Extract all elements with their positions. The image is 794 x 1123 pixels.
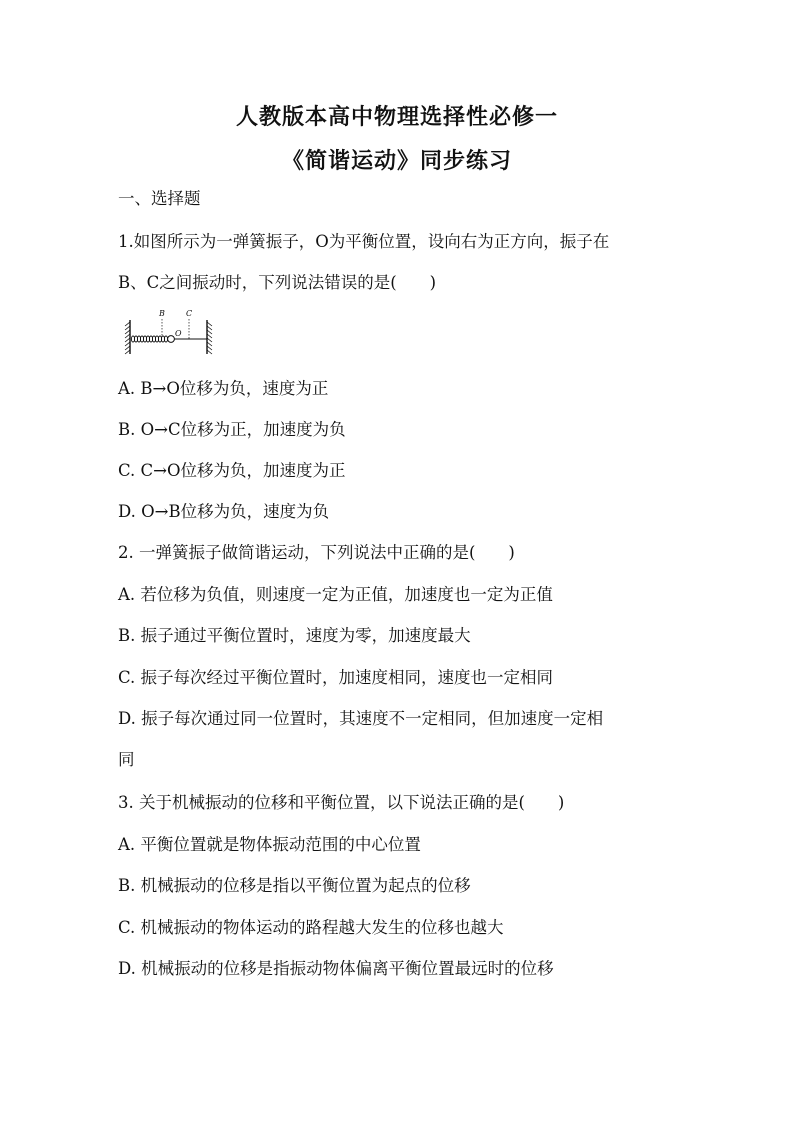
question-3-option-c: C. 机械振动的物体运动的路程越大发生的位移也越大: [118, 918, 504, 937]
question-1-option-a: A. B→O位移为负，速度为正: [118, 379, 329, 398]
left-wall-hatching: [125, 322, 130, 354]
question-2-option-d: D. 振子每次通过同一位置时，其速度不一定相同，但加速度一定相: [118, 709, 604, 728]
document-subtitle: 《简谐运动》同步练习: [281, 149, 512, 174]
question-3-option-a: A. 平衡位置就是物体振动范围的中心位置: [118, 835, 421, 854]
question-1-option-c: C. C→O位移为负，加速度为正: [118, 461, 346, 480]
question-3-option-b: B. 机械振动的位移是指以平衡位置为起点的位移: [118, 876, 471, 895]
right-wall-hatching: [207, 322, 212, 354]
question-2-option-a: A. 若位移为负值，则速度一定为正值，加速度也一定为正值: [118, 585, 553, 604]
label-c: C: [186, 309, 193, 318]
question-2-option-b: B. 振子通过平衡位置时，速度为零，加速度最大: [118, 626, 471, 645]
section-heading: 一、选择题: [118, 189, 201, 208]
question-2-stem: 2. 一弹簧振子做简谐运动，下列说法中正确的是( ): [118, 543, 515, 562]
question-2-option-d-continued: 同: [118, 750, 135, 769]
question-1-stem-line-1: 1.如图所示为一弹簧振子，O为平衡位置，设向右为正方向，振子在: [118, 232, 610, 251]
question-2-option-c: C. 振子每次经过平衡位置时，加速度相同，速度也一定相同: [118, 668, 554, 687]
question-1-stem-line-2: B、C之间振动时，下列说法错误的是( ): [118, 273, 437, 292]
label-o: O: [175, 329, 182, 338]
spring-oscillator-figure: [124, 305, 220, 361]
question-1-option-b: B. O→C位移为正，加速度为负: [118, 420, 346, 439]
spring: [131, 336, 167, 342]
label-b: B: [159, 309, 165, 318]
oscillator-ball: [168, 336, 175, 343]
question-3-stem: 3. 关于机械振动的位移和平衡位置，以下说法正确的是( ): [118, 793, 565, 812]
question-3-option-d: D. 机械振动的位移是指振动物体偏离平衡位置最远时的位移: [118, 959, 554, 978]
document-title: 人教版本高中物理选择性必修一: [235, 105, 558, 130]
question-1-option-d: D. O→B位移为负，速度为负: [118, 502, 330, 521]
